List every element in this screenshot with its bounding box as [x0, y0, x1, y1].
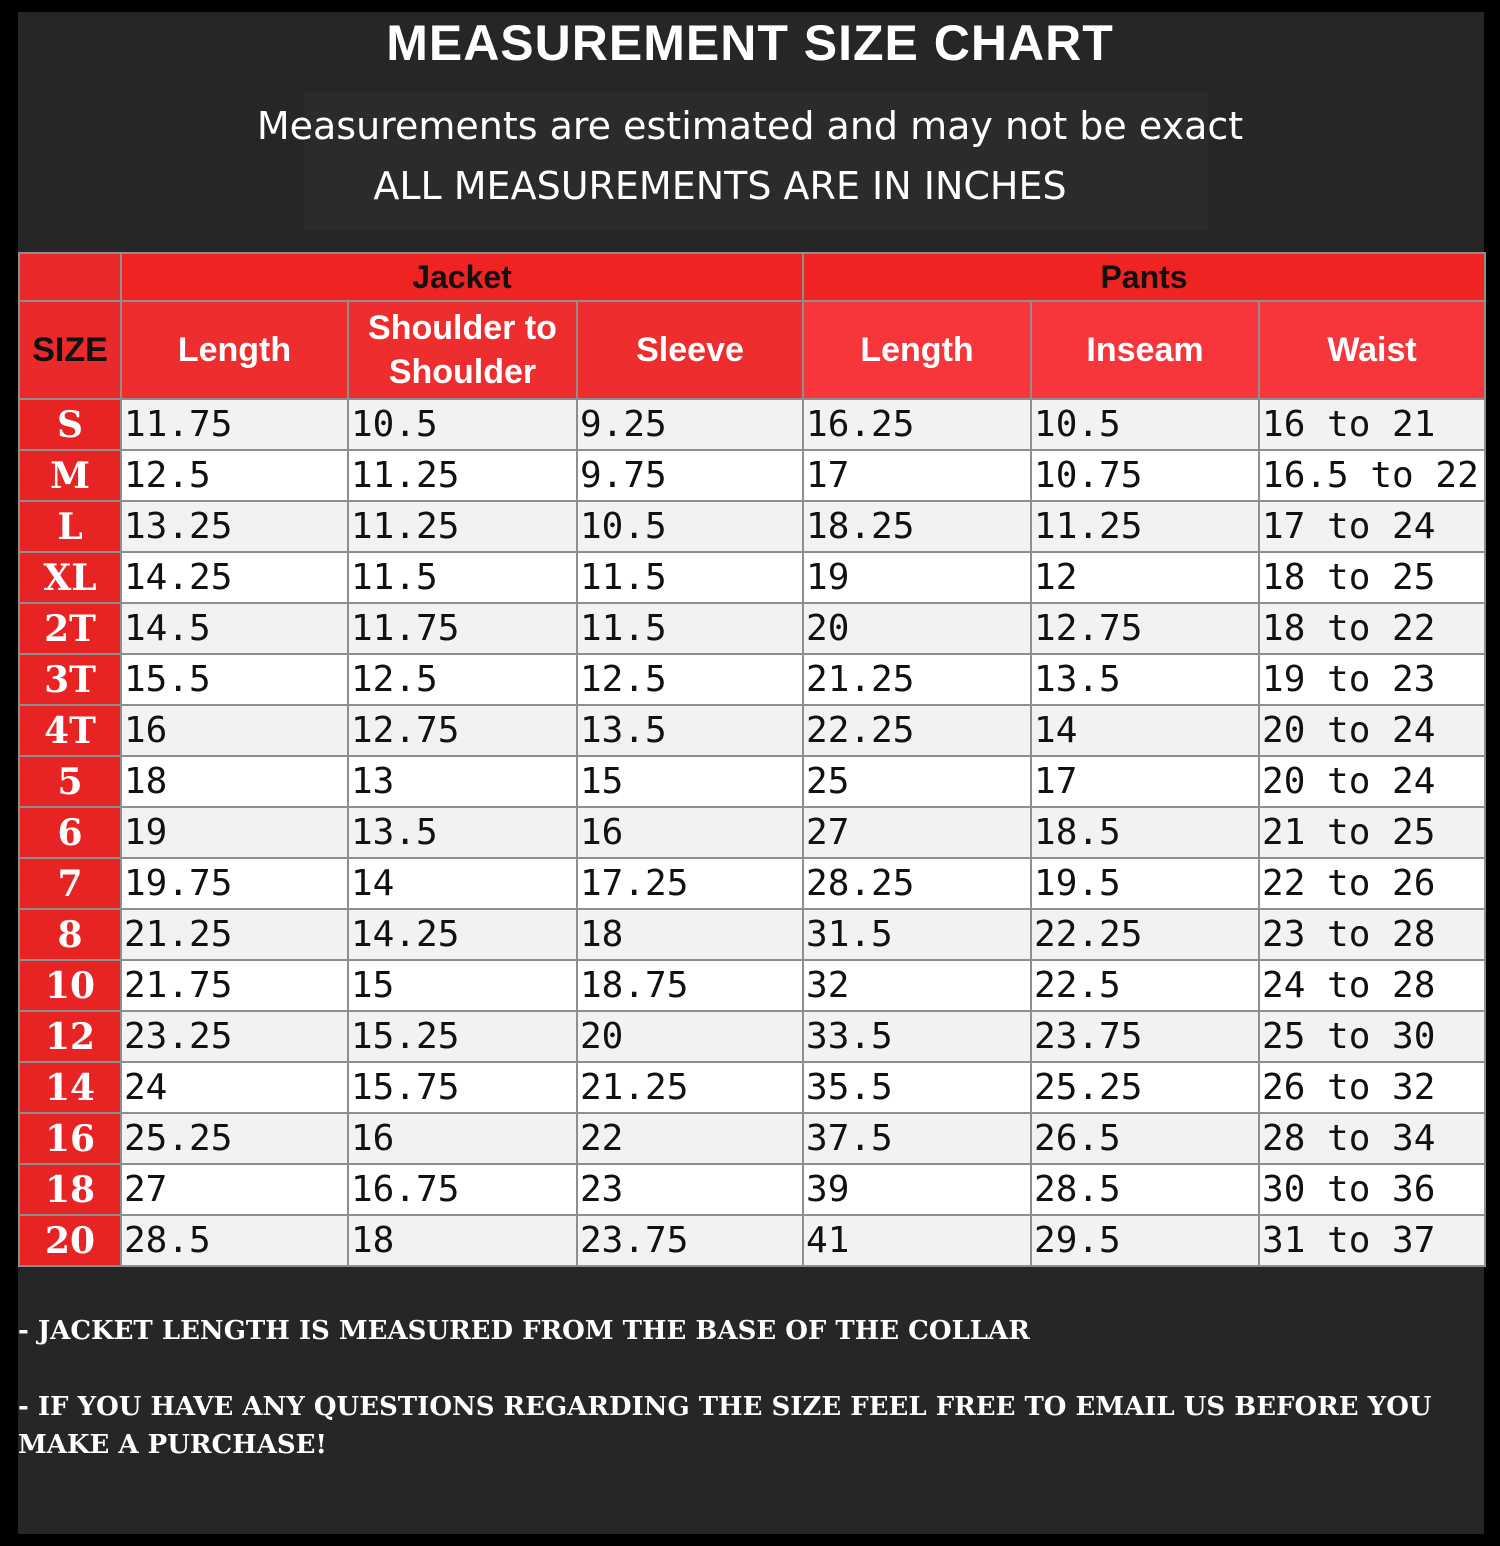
cell-shoulder: 12.5	[348, 654, 577, 705]
cell-sleeve: 12.5	[577, 654, 803, 705]
subtitle-units: ALL MEASUREMENTS ARE IN INCHES	[373, 164, 1067, 208]
table-row	[19, 756, 1485, 807]
table-row	[19, 1113, 1485, 1164]
size-label: 5	[19, 756, 121, 807]
cell-sleeve: 23.75	[577, 1215, 803, 1266]
cell-jacket-length: 14.5	[121, 603, 348, 654]
cell-shoulder: 12.75	[348, 705, 577, 756]
cell-waist: 31 to 37	[1259, 1215, 1485, 1266]
cell-shoulder: 15	[348, 960, 577, 1011]
page-title: MEASUREMENT SIZE CHART	[386, 15, 1114, 71]
table-row	[19, 1062, 1485, 1113]
cell-pants-length: 25	[803, 756, 1031, 807]
cell-jacket-length: 21.25	[121, 909, 348, 960]
cell-shoulder: 16.75	[348, 1164, 577, 1215]
cell-waist: 21 to 25	[1259, 807, 1485, 858]
table-row	[19, 1215, 1485, 1266]
cell-jacket-length: 19	[121, 807, 348, 858]
column-header-pants-length: Length	[803, 301, 1031, 399]
cell-sleeve: 23	[577, 1164, 803, 1215]
cell-waist: 23 to 28	[1259, 909, 1485, 960]
cell-sleeve: 17.25	[577, 858, 803, 909]
cell-pants-length: 19	[803, 552, 1031, 603]
cell-shoulder: 13.5	[348, 807, 577, 858]
size-label: 10	[19, 960, 121, 1011]
column-header-waist: Waist	[1259, 301, 1485, 399]
cell-inseam: 29.5	[1031, 1215, 1259, 1266]
cell-shoulder: 15.25	[348, 1011, 577, 1062]
size-label: XL	[19, 552, 121, 603]
cell-shoulder: 14.25	[348, 909, 577, 960]
cell-inseam: 28.5	[1031, 1164, 1259, 1215]
cell-inseam: 25.25	[1031, 1062, 1259, 1113]
table-row	[19, 909, 1485, 960]
cell-pants-length: 41	[803, 1215, 1031, 1266]
cell-pants-length: 27	[803, 807, 1031, 858]
table-row	[19, 450, 1485, 501]
cell-sleeve: 20	[577, 1011, 803, 1062]
cell-inseam: 11.25	[1031, 501, 1259, 552]
cell-pants-length: 22.25	[803, 705, 1031, 756]
cell-inseam: 22.25	[1031, 909, 1259, 960]
cell-jacket-length: 15.5	[121, 654, 348, 705]
cell-shoulder: 13	[348, 756, 577, 807]
size-label: 16	[19, 1113, 121, 1164]
table-row	[19, 501, 1485, 552]
column-header-shoulder: Shoulder to Shoulder	[348, 301, 577, 399]
cell-pants-length: 31.5	[803, 909, 1031, 960]
cell-inseam: 12.75	[1031, 603, 1259, 654]
cell-jacket-length: 19.75	[121, 858, 348, 909]
cell-waist: 18 to 22	[1259, 603, 1485, 654]
cell-waist: 24 to 28	[1259, 960, 1485, 1011]
cell-inseam: 17	[1031, 756, 1259, 807]
cell-inseam: 22.5	[1031, 960, 1259, 1011]
cell-pants-length: 18.25	[803, 501, 1031, 552]
cell-inseam: 26.5	[1031, 1113, 1259, 1164]
cell-waist: 19 to 23	[1259, 654, 1485, 705]
cell-pants-length: 17	[803, 450, 1031, 501]
cell-sleeve: 18	[577, 909, 803, 960]
cell-shoulder: 11.5	[348, 552, 577, 603]
cell-waist: 18 to 25	[1259, 552, 1485, 603]
table-row	[19, 654, 1485, 705]
cell-sleeve: 11.5	[577, 603, 803, 654]
cell-sleeve: 18.75	[577, 960, 803, 1011]
corner-cell	[19, 253, 121, 301]
size-label: 6	[19, 807, 121, 858]
cell-shoulder: 11.25	[348, 501, 577, 552]
size-label: 2T	[19, 603, 121, 654]
cell-sleeve: 11.5	[577, 552, 803, 603]
table-row	[19, 858, 1485, 909]
cell-sleeve: 21.25	[577, 1062, 803, 1113]
cell-waist: 16 to 21	[1259, 399, 1485, 450]
column-header-size: SIZE	[19, 301, 121, 399]
size-label: 3T	[19, 654, 121, 705]
table-row	[19, 705, 1485, 756]
cell-pants-length: 28.25	[803, 858, 1031, 909]
cell-jacket-length: 23.25	[121, 1011, 348, 1062]
cell-waist: 16.5 to 22	[1259, 450, 1485, 501]
subtitle-estimate: Measurements are estimated and may not be exact	[256, 104, 1244, 148]
size-label: M	[19, 450, 121, 501]
column-header-sleeve: Sleeve	[577, 301, 803, 399]
cell-waist: 25 to 30	[1259, 1011, 1485, 1062]
cell-sleeve: 22	[577, 1113, 803, 1164]
cell-jacket-length: 13.25	[121, 501, 348, 552]
cell-waist: 17 to 24	[1259, 501, 1485, 552]
size-label: L	[19, 501, 121, 552]
cell-waist: 28 to 34	[1259, 1113, 1485, 1164]
size-label: 18	[19, 1164, 121, 1215]
cell-pants-length: 20	[803, 603, 1031, 654]
column-header-jacket-length: Length	[121, 301, 348, 399]
cell-sleeve: 13.5	[577, 705, 803, 756]
cell-jacket-length: 11.75	[121, 399, 348, 450]
size-label: 4T	[19, 705, 121, 756]
cell-sleeve: 15	[577, 756, 803, 807]
table-row	[19, 807, 1485, 858]
size-chart-table	[18, 252, 1486, 1267]
column-header-inseam: Inseam	[1031, 301, 1259, 399]
cell-inseam: 18.5	[1031, 807, 1259, 858]
cell-inseam: 12	[1031, 552, 1259, 603]
size-label: 7	[19, 858, 121, 909]
table-row	[19, 603, 1485, 654]
cell-shoulder: 14	[348, 858, 577, 909]
cell-pants-length: 39	[803, 1164, 1031, 1215]
cell-inseam: 19.5	[1031, 858, 1259, 909]
cell-shoulder: 11.75	[348, 603, 577, 654]
cell-shoulder: 16	[348, 1113, 577, 1164]
table-row	[19, 1011, 1485, 1062]
cell-inseam: 23.75	[1031, 1011, 1259, 1062]
table-body	[19, 399, 1485, 1266]
note-jacket-length: - JACKET LENGTH IS MEASURED FROM THE BASE OF THE COLLAR	[18, 1316, 1030, 1346]
cell-waist: 20 to 24	[1259, 705, 1485, 756]
size-label: 20	[19, 1215, 121, 1266]
cell-jacket-length: 24	[121, 1062, 348, 1113]
group-header-pants: Pants	[803, 253, 1485, 301]
table-row	[19, 399, 1485, 450]
cell-pants-length: 21.25	[803, 654, 1031, 705]
cell-jacket-length: 25.25	[121, 1113, 348, 1164]
cell-inseam: 10.5	[1031, 399, 1259, 450]
cell-pants-length: 32	[803, 960, 1031, 1011]
cell-shoulder: 15.75	[348, 1062, 577, 1113]
cell-jacket-length: 18	[121, 756, 348, 807]
size-label: 12	[19, 1011, 121, 1062]
cell-shoulder: 10.5	[348, 399, 577, 450]
cell-inseam: 14	[1031, 705, 1259, 756]
table-row	[19, 552, 1485, 603]
cell-sleeve: 9.25	[577, 399, 803, 450]
cell-pants-length: 33.5	[803, 1011, 1031, 1062]
cell-sleeve: 9.75	[577, 450, 803, 501]
cell-waist: 20 to 24	[1259, 756, 1485, 807]
size-label: 14	[19, 1062, 121, 1113]
cell-jacket-length: 21.75	[121, 960, 348, 1011]
table-row	[19, 960, 1485, 1011]
cell-shoulder: 11.25	[348, 450, 577, 501]
cell-jacket-length: 14.25	[121, 552, 348, 603]
group-header-jacket: Jacket	[121, 253, 803, 301]
size-label: 8	[19, 909, 121, 960]
cell-inseam: 13.5	[1031, 654, 1259, 705]
cell-inseam: 10.75	[1031, 450, 1259, 501]
cell-jacket-length: 16	[121, 705, 348, 756]
cell-pants-length: 16.25	[803, 399, 1031, 450]
cell-sleeve: 16	[577, 807, 803, 858]
note-questions: - IF YOU HAVE ANY QUESTIONS REGARDING THE SIZE FEEL FREE TO EMAIL US BEFORE YOU MAKE A PURCHASE!	[18, 1392, 1432, 1460]
cell-pants-length: 35.5	[803, 1062, 1031, 1113]
cell-pants-length: 37.5	[803, 1113, 1031, 1164]
cell-waist: 22 to 26	[1259, 858, 1485, 909]
cell-shoulder: 18	[348, 1215, 577, 1266]
cell-sleeve: 10.5	[577, 501, 803, 552]
size-label: S	[19, 399, 121, 450]
cell-jacket-length: 27	[121, 1164, 348, 1215]
cell-jacket-length: 28.5	[121, 1215, 348, 1266]
cell-waist: 26 to 32	[1259, 1062, 1485, 1113]
table-row	[19, 1164, 1485, 1215]
cell-jacket-length: 12.5	[121, 450, 348, 501]
cell-waist: 30 to 36	[1259, 1164, 1485, 1215]
